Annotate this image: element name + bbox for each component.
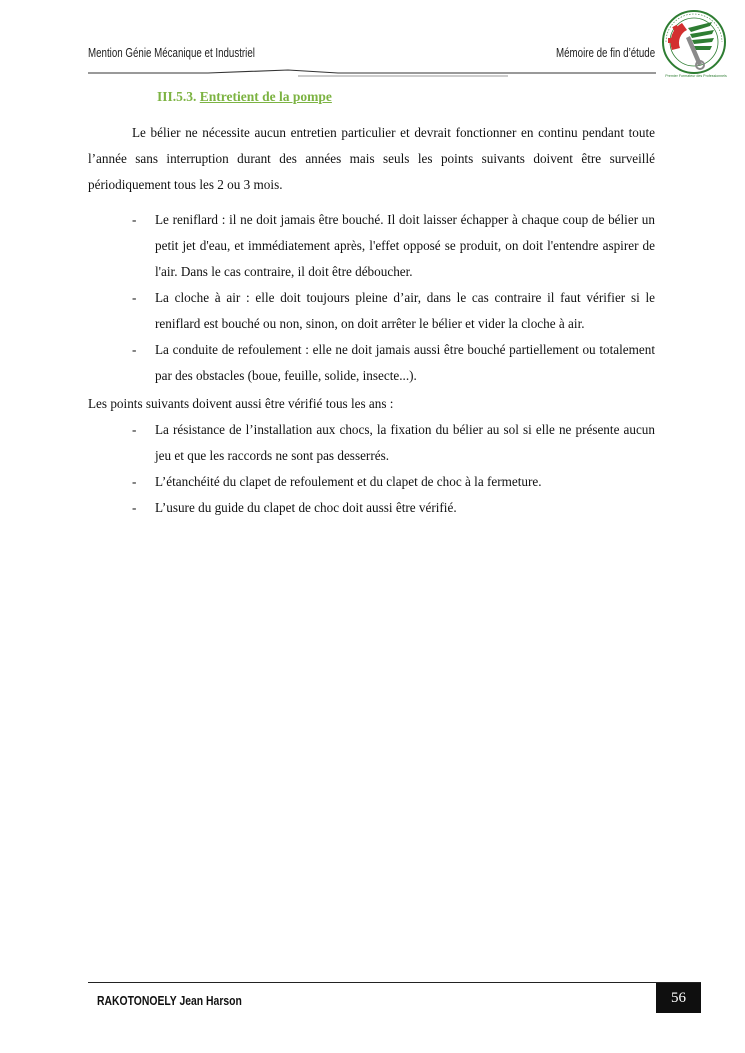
logo-caption: Premier Formateur des Professionnels (665, 74, 727, 78)
semi-annual-checklist (88, 207, 655, 389)
list-item (88, 495, 655, 521)
list-item (88, 469, 655, 495)
bullet-dash: - (132, 342, 137, 357)
section-title: Entretient de la pompe (199, 89, 332, 104)
header-rule (88, 67, 656, 81)
list-item (88, 417, 655, 469)
footer-author: RAKOTONOELY Jean Harson (97, 993, 242, 1008)
list-item (88, 337, 655, 389)
bullet-dash: - (132, 500, 137, 515)
bullet-dash: - (132, 212, 137, 227)
bullet-dash: - (132, 422, 137, 437)
footer-rule (88, 982, 701, 983)
section-heading (157, 89, 332, 105)
header-right-text: Mémoire de fin d’étude (555, 46, 655, 60)
list-item-text: Le reniflard : il ne doit jamais être bouché. Il doit laisser échapper à chaque coup de bélier un petit jet d'eau, et immédiatement après, l'effet opposé se produit, on doit l'entendre aspirer de l'air. Dans le cas contraire, il doit être déboucher. (155, 212, 655, 279)
intro-paragraph: Le bélier ne nécessite aucun entretien particulier et devrait fonctionner en continu pendant toute l’année sans interruption durant des années mais seuls les points suivants doivent être surveillé périodiquement tous les 2 ou 3 mois. (88, 125, 655, 192)
list-item-text: La conduite de refoulement : elle ne doit jamais aussi être bouché partiellement ou totalement par des obstacles (boue, feuille, solide, insecte...). (155, 342, 655, 383)
list-item (88, 285, 655, 337)
list-item-text: L’usure du guide du clapet de choc doit aussi être vérifié. (155, 500, 457, 515)
page-number: 56 (656, 983, 701, 1013)
body-content (88, 120, 655, 521)
section-number: III.5.3. (157, 89, 197, 104)
list-item (88, 207, 655, 285)
header-left-text: Mention Génie Mécanique et Industriel (88, 46, 255, 60)
annual-checklist (88, 417, 655, 521)
list-item-text: La cloche à air : elle doit toujours pleine d’air, dans le cas contraire il faut vérifier si le reniflard est bouché ou non, sinon, on doit arrêter le bélier et vider la cloche à air. (155, 290, 655, 331)
annual-intro-paragraph: Les points suivants doivent aussi être vérifié tous les ans : (88, 396, 394, 411)
list-item-text: La résistance de l’installation aux chocs, la fixation du bélier au sol si elle ne présente aucun jeu et que les raccords ne sont pas desserrés. (155, 422, 655, 463)
list-item-text: L’étanchéité du clapet de refoulement et du clapet de choc à la fermeture. (155, 474, 542, 489)
bullet-dash: - (132, 290, 137, 305)
bullet-dash: - (132, 474, 137, 489)
school-logo (658, 8, 730, 80)
